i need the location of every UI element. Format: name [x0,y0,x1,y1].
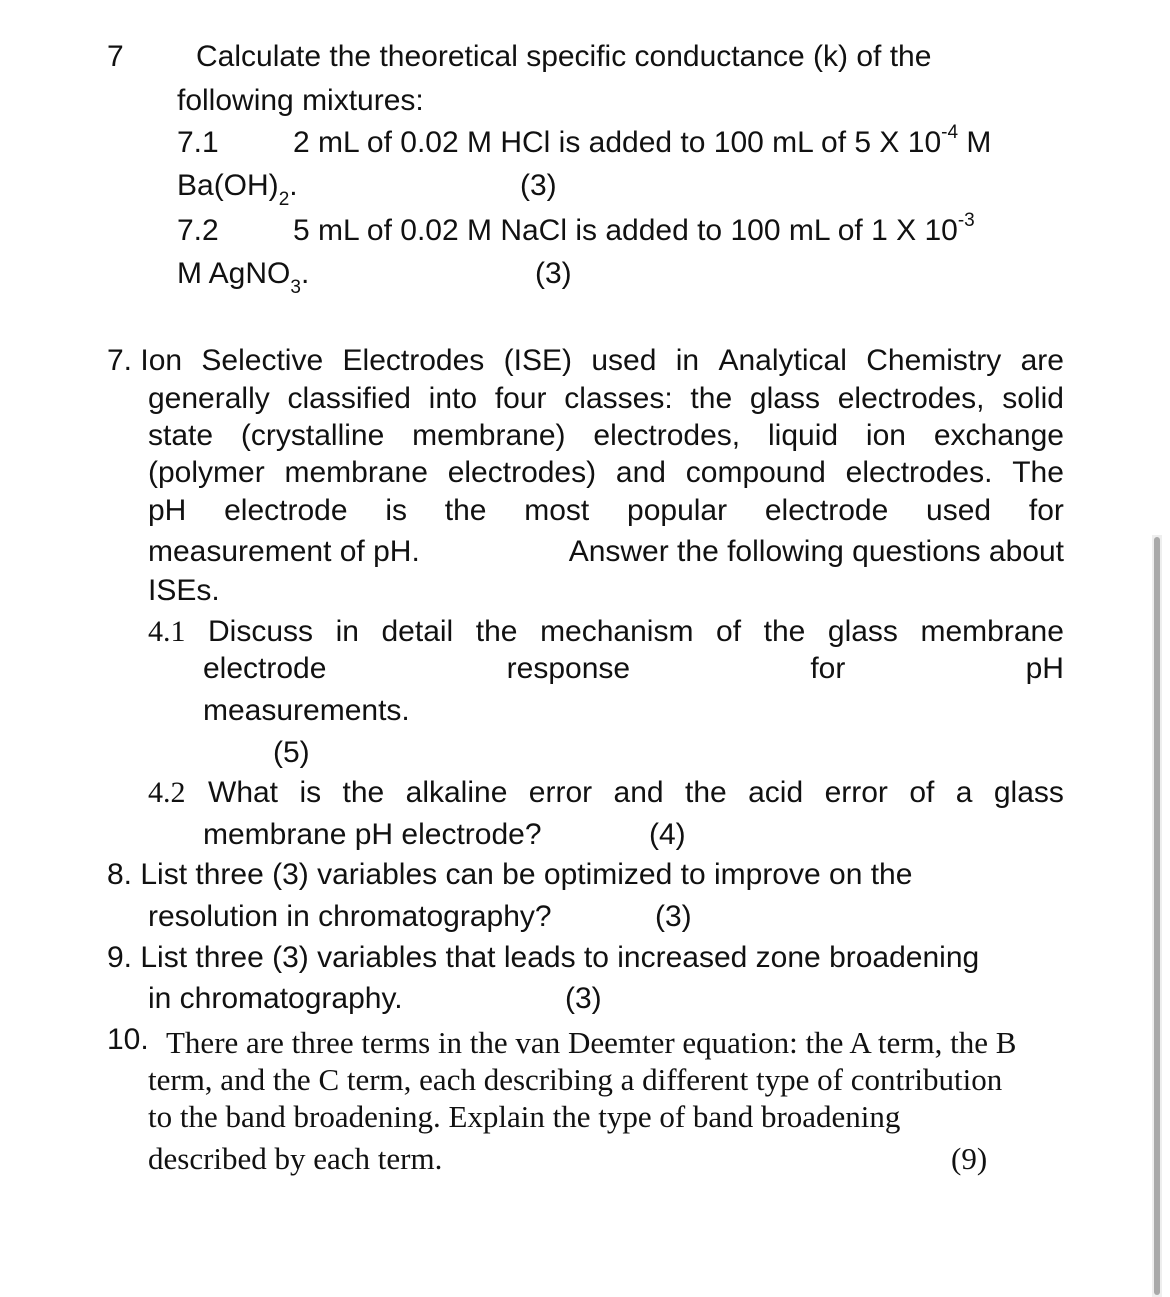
question-9-line-1: 9. List three (3) variables that leads to increased zone broadening [107,941,980,974]
question-7b-line-6: measurement of pH. Answer the following questions about [148,535,1064,568]
part-7-2-label: 7.2 [177,214,219,247]
sub-4-1-line-1: Discuss in detail the mechanism of the glass membrane [208,615,1064,648]
sub-4-2-line-1: What is the alkaline error and the acid error of a glass [208,776,1064,809]
sub-4-1-marks: (5) [273,736,310,769]
question-10-line-4: described by each term. [148,1141,443,1176]
question-7b-line-2: generally classified into four classes: the glass electrodes, solid [148,382,1064,415]
question-7a-line-1: Calculate the theoretical specific conductance (k) of the [196,40,932,73]
sub-4-1-line-2: electrode response for pH [203,652,1064,685]
part-7-1-marks: (3) [520,169,557,202]
question-10-line-3: to the band broadening. Explain the type of band broadening [148,1099,901,1134]
question-8-line-2: resolution in chromatography? [148,900,552,933]
part-7-2-marks: (3) [535,257,572,290]
question-7b-line-4: (polymer membrane electrodes) and compound electrodes. The [148,456,1064,489]
sub-4-2-line-2: membrane pH electrode? [203,818,542,851]
question-10-marks: (9) [951,1141,988,1176]
question-7a-number: 7 [107,40,124,73]
question-8-marks: (3) [655,900,692,933]
sub-4-2-marks: (4) [649,818,686,851]
sub-4-1-line-3: measurements. [203,694,410,727]
question-7b-line-3: state (crystalline membrane) electrodes, liquid ion exchange [148,419,1064,452]
part-7-1-text: 2 mL of 0.02 M HCl is added to 100 mL of 5 X $10^{-4}$ M [293,122,992,159]
part-7-2-text: 5 mL of 0.02 M NaCl is added to 100 mL of 1 X $10^{-3}$ [293,210,975,247]
question-7b-line-1: 7. Ion Selective Electrodes (ISE) used in Analytical Chemistry are [107,344,1064,377]
question-8-line-1: 8. List three (3) variables can be optimized to improve on the [107,858,913,891]
question-10-line-1: There are three terms in the van Deemter equation: the A term, the B [166,1025,1017,1060]
question-7a-line-2: following mixtures: [177,84,424,117]
question-7b-line-5: pH electrode is the most popular electrode used for [148,494,1064,527]
question-7b-line-7: ISEs. [148,574,220,607]
scrollbar-thumb[interactable] [1154,537,1160,1295]
sub-4-2-label: 4.2 [148,776,186,809]
question-9-line-2: in chromatography. [148,982,403,1015]
part-7-2-formula: M AgNO$_3$. [177,257,310,298]
question-9-marks: (3) [565,982,602,1015]
question-10-line-2: term, and the C term, each describing a different type of contribution [148,1062,1003,1097]
sub-4-1-label: 4.1 [148,615,186,648]
part-7-1-formula: $Ba(OH)_2$. [177,169,298,210]
part-7-1-label: 7.1 [177,126,219,159]
question-10-number: 10. [107,1023,149,1056]
